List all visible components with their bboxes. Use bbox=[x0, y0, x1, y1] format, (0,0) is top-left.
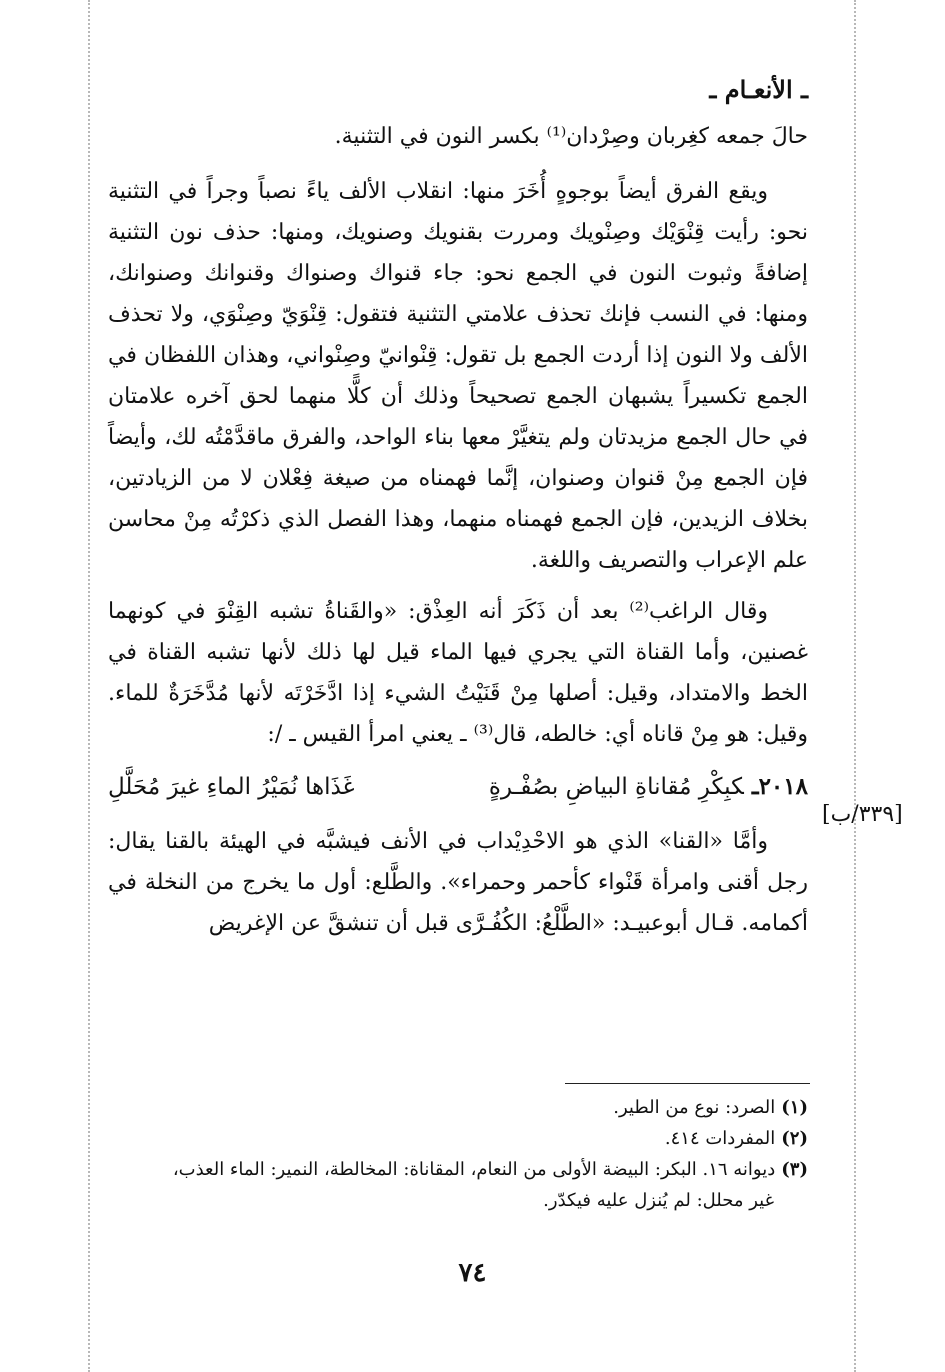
hemistich-1-text: كبِكْرِ مُقاناةِ البياضِ بصُفْـرةٍ bbox=[488, 774, 744, 800]
footnote-2 bbox=[108, 1123, 808, 1154]
paragraph-4: وأمَّا «القنا» الذي هو الاحْدِيْداب في الأنف فيشبَّه في الهيئة بالقنا يقال: رجل أقنى وامرأة قَنْواء كأحمر وحمراء». والطَّلع: أول ما يخرج من النخلة في أكمامه. قـال أبوعبيـد: «الطَّلْعُ: الكُفُـرَّى قبل أن تنشقَّ عن الإغريض bbox=[108, 829, 808, 936]
page-body bbox=[108, 70, 808, 954]
footnote-separator bbox=[565, 1083, 810, 1084]
paragraph-1: حالَ جمعه كغِربان وصِرْدان⁽¹⁾ بكسر النون في التثنية. bbox=[334, 124, 808, 149]
footnote-1-number: (١) bbox=[781, 1097, 808, 1118]
footnote-3 bbox=[108, 1154, 808, 1185]
verse-second-hemistich: غَذَاها نُمَيْرُ الماءِ غيرَ مُحَلَّلِ bbox=[108, 774, 355, 800]
running-title: ـ الأنعـام ـ bbox=[709, 75, 808, 104]
verse-first-hemistich bbox=[489, 765, 808, 809]
verse-line bbox=[108, 765, 808, 809]
footnote-3-text: ديوانه ١٦. البكر: البيضة الأولى من النعام، المقاناة: المخالطة، النمير: الماء العذب، bbox=[172, 1159, 776, 1180]
footnote-2-number: (٢) bbox=[781, 1128, 808, 1149]
left-dotted-guide bbox=[88, 0, 90, 1372]
footnote-1 bbox=[108, 1092, 808, 1123]
footnote-3-number: (٣) bbox=[781, 1159, 808, 1180]
footnote-3-continuation: غير محلل: لم يُنزل عليه فيكدّر. bbox=[543, 1190, 774, 1211]
verse-number: ٢٠١٨ـ bbox=[751, 773, 808, 800]
paragraph-2: ويقع الفرق أيضاً بوجوهٍ أُخَرَ منها: انقلاب الألف ياءً نصباً وجراً في التثنية نحو: رأيت قِنْوَيْك وصِنْويك ومررت بقنويك وصنويك، ومنها: حذف نون التثنية إضافةً وثبوت النون في الجمع نحو: جاء قنواك وصنواك وقنوانك وصنوانك، ومنها: في النسب فإنك تحذف علامتي التثنية فتقول: قِنْوَيّ وصِنْوَي، ولا تحذف الألف ولا النون إذا أردت الجمع بل تقول: قِنْوانيّ وصِنْواني، وهذان اللفظان في الجمع تكسيراً يشبهان الجمع تصحيحاً وذلك أن كلًّا منهما لحق آخره علامتان في حال الجمع مزيدتان ولم يتغيَّرْ معها بناء الواحد، والفرق ماقدَّمْتُه لك، وأيضاً فإن الجمع مِنْ قنوان وصنوان، إنَّما فهمناه من صيغة فِعْلان لا من الزيادتين، بخلاف الزيدين، فإن الجمع فهمناه منهما، وهذا الفصل الذي ذكرْتُه مِنْ محاسن علم الإعراب والتصريف واللغة. bbox=[108, 179, 808, 573]
footnote-2-text: المفردات ٤١٤. bbox=[664, 1128, 776, 1149]
page-number: ٧٤ bbox=[458, 1258, 487, 1288]
manuscript-folio-ref: [٣٣٩/ب] bbox=[822, 802, 903, 827]
paragraph-3: وقال الراغب⁽²⁾ بعد أن ذَكَرَ أنه العِذْق: «والقَناةُ تشبه القِنْوَ في كونهما غصنين، وأما القناة التي يجري فيها الماء قيل لها ذلك لأنها تشبه القناة في الخط والامتداد، وقيل: أصلها مِنْ قَنَيْتُ الشيء إذا ادَّخَرْتَه لأنها مُدَّخَرَةٌ للماء. وقيل: هو مِنْ قاناه أي: خالطه، قال⁽³⁾ ـ يعني امرأ القيس ـ /: bbox=[108, 599, 808, 747]
footnotes bbox=[108, 1092, 808, 1216]
right-dotted-guide bbox=[854, 0, 856, 1372]
footnote-1-text: الصرد: نوع من الطير. bbox=[613, 1097, 776, 1118]
